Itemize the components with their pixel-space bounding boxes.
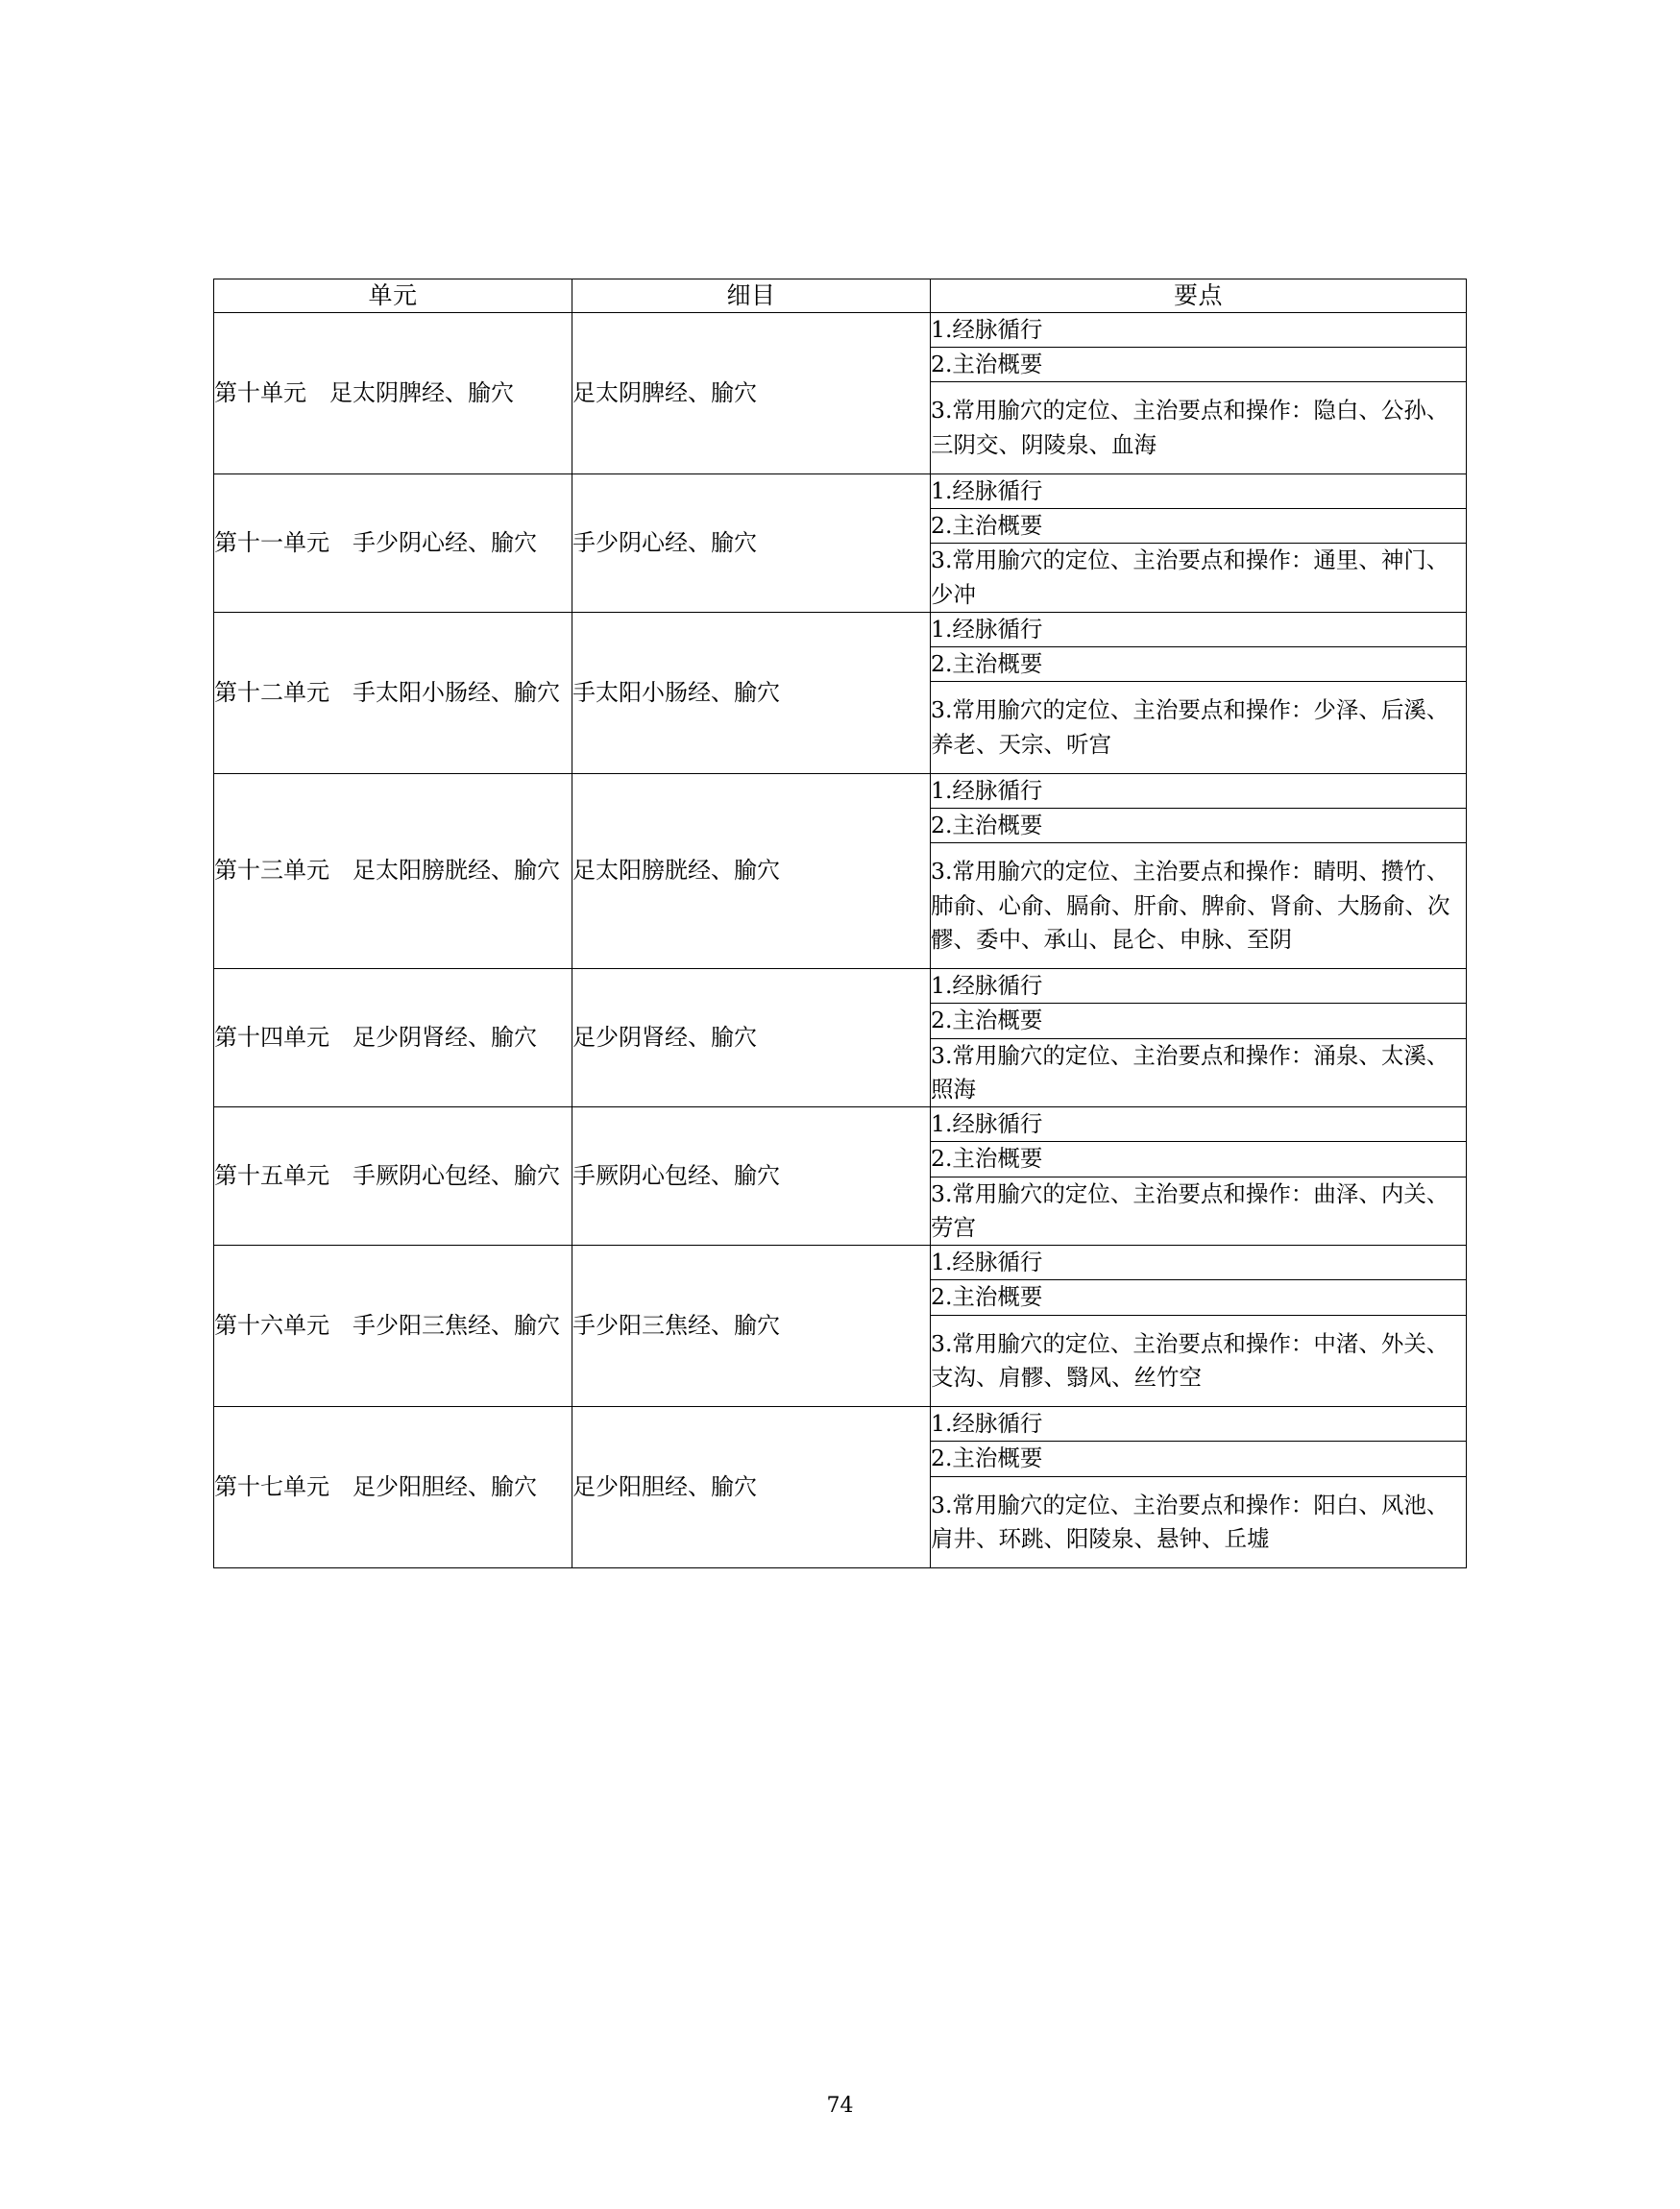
- table-row: [214, 473, 1467, 508]
- unit-cell: 第十单元 足太阴脾经、腧穴: [214, 312, 572, 473]
- table-row: [214, 1107, 1467, 1142]
- exam-outline-table: [213, 279, 1467, 1568]
- detail-cell: 手少阴心经、腧穴: [572, 473, 931, 612]
- point-cell: 3.常用腧穴的定位、主治要点和操作：隐白、公孙、三阴交、阴陵泉、血海: [931, 382, 1467, 474]
- point-cell: 1.经脉循行: [931, 1407, 1467, 1442]
- page-number: 74: [826, 2094, 854, 2118]
- point-cell: 1.经脉循行: [931, 473, 1467, 508]
- unit-cell: 第十六单元 手少阳三焦经、腧穴: [214, 1246, 572, 1407]
- unit-cell: 第十七单元 足少阳胆经、腧穴: [214, 1407, 572, 1568]
- point-cell: 3.常用腧穴的定位、主治要点和操作：通里、神门、少冲: [931, 544, 1467, 613]
- detail-cell: 足少阳胆经、腧穴: [572, 1407, 931, 1568]
- detail-cell: 手厥阴心包经、腧穴: [572, 1107, 931, 1246]
- point-cell: 3.常用腧穴的定位、主治要点和操作：阳白、风池、肩井、环跳、阳陵泉、悬钟、丘墟: [931, 1476, 1467, 1568]
- point-cell: 2.主治概要: [931, 1442, 1467, 1476]
- detail-cell: 足太阴脾经、腧穴: [572, 312, 931, 473]
- unit-cell: 第十三单元 足太阳膀胱经、腧穴: [214, 773, 572, 968]
- table-row: [214, 1407, 1467, 1442]
- point-cell: 1.经脉循行: [931, 773, 1467, 808]
- detail-cell: 手少阳三焦经、腧穴: [572, 1246, 931, 1407]
- outline-table-container: [213, 279, 1466, 1568]
- unit-cell: 第十二单元 手太阳小肠经、腧穴: [214, 612, 572, 773]
- table-row: [214, 612, 1467, 646]
- column-header-detail: 细目: [572, 279, 931, 313]
- table-row: [214, 969, 1467, 1004]
- table-row: [214, 312, 1467, 347]
- point-cell: 1.经脉循行: [931, 312, 1467, 347]
- point-cell: 2.主治概要: [931, 809, 1467, 843]
- unit-cell: 第十五单元 手厥阴心包经、腧穴: [214, 1107, 572, 1246]
- point-cell: 1.经脉循行: [931, 1246, 1467, 1280]
- table-header-row: [214, 279, 1467, 313]
- point-cell: 2.主治概要: [931, 1142, 1467, 1177]
- unit-cell: 第十一单元 手少阴心经、腧穴: [214, 473, 572, 612]
- detail-cell: 足少阴肾经、腧穴: [572, 969, 931, 1107]
- unit-cell: 第十四单元 足少阴肾经、腧穴: [214, 969, 572, 1107]
- table-row: [214, 773, 1467, 808]
- detail-cell: 足太阳膀胱经、腧穴: [572, 773, 931, 968]
- column-header-unit: 单元: [214, 279, 572, 313]
- table-row: [214, 1246, 1467, 1280]
- point-cell: 2.主治概要: [931, 1004, 1467, 1038]
- point-cell: 2.主治概要: [931, 647, 1467, 682]
- point-cell: 3.常用腧穴的定位、主治要点和操作：中渚、外关、支沟、肩髎、翳风、丝竹空: [931, 1315, 1467, 1407]
- point-cell: 1.经脉循行: [931, 612, 1467, 646]
- point-cell: 3.常用腧穴的定位、主治要点和操作：涌泉、太溪、照海: [931, 1038, 1467, 1107]
- column-header-points: 要点: [931, 279, 1467, 313]
- point-cell: 3.常用腧穴的定位、主治要点和操作：睛明、攒竹、肺俞、心俞、膈俞、肝俞、脾俞、肾俞、大肠俞、次髎、委中、承山、昆仑、申脉、至阴: [931, 843, 1467, 969]
- point-cell: 2.主治概要: [931, 509, 1467, 544]
- point-cell: 2.主治概要: [931, 1280, 1467, 1315]
- point-cell: 2.主治概要: [931, 348, 1467, 382]
- detail-cell: 手太阳小肠经、腧穴: [572, 612, 931, 773]
- point-cell: 3.常用腧穴的定位、主治要点和操作：少泽、后溪、养老、天宗、听宫: [931, 682, 1467, 774]
- point-cell: 1.经脉循行: [931, 1107, 1467, 1142]
- point-cell: 3.常用腧穴的定位、主治要点和操作：曲泽、内关、劳宫: [931, 1177, 1467, 1246]
- point-cell: 1.经脉循行: [931, 969, 1467, 1004]
- table-body: [214, 312, 1467, 1567]
